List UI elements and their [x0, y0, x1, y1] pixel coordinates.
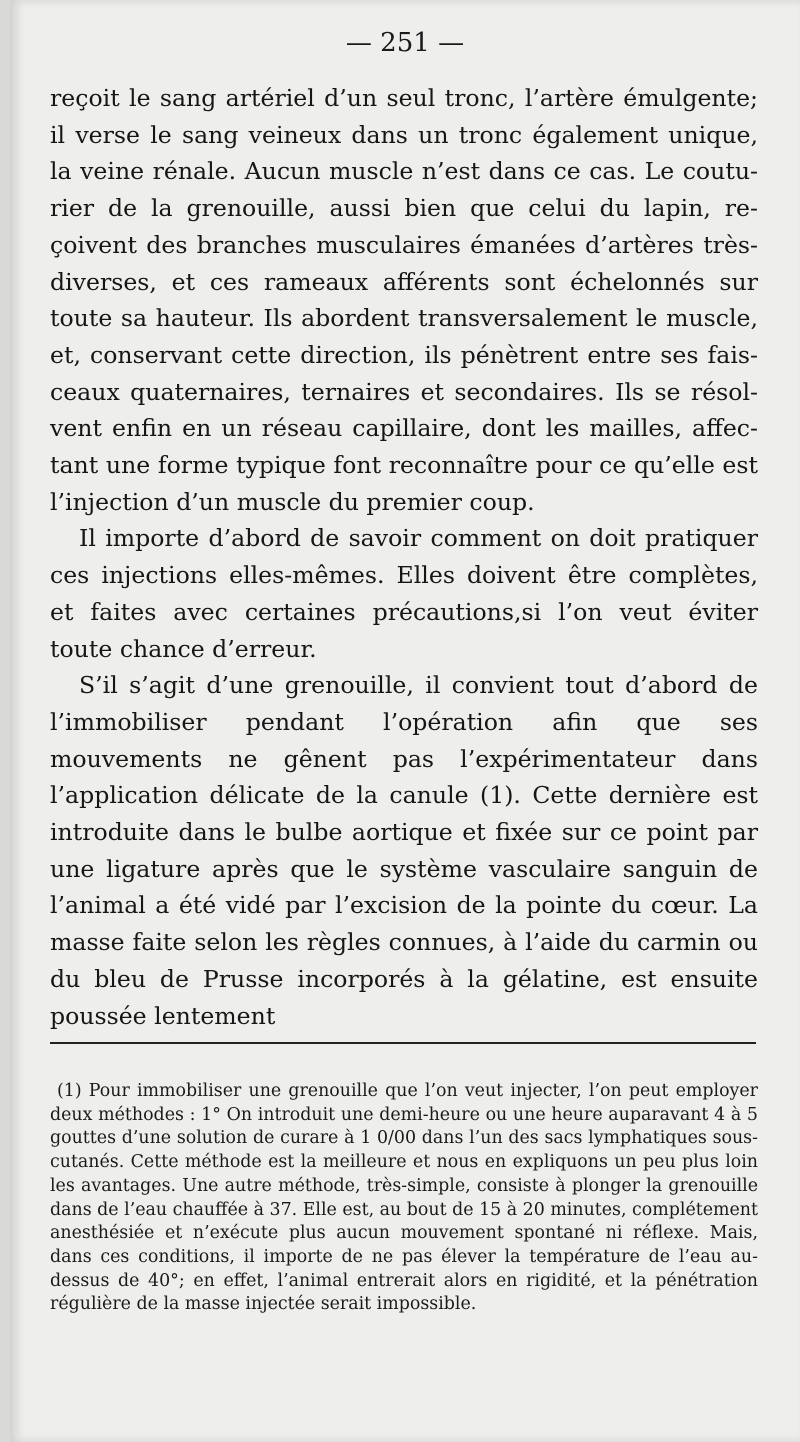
- footnote-divider: [50, 1042, 756, 1044]
- page-number: — 251 —: [345, 28, 465, 58]
- paragraph: reçoit le sang artériel d’un seul tronc, l’artère émulgente; il verse le sang veineux dans un tronc également unique, la veine rénale. Aucun muscle n’est dans ce cas. Le couturier de la grenouille, aussi bien que celui du lapin, reçoivent des branches musculaires émanées d’artères très-diverses, et ces rameaux afférents sont échelonnés sur toute sa hauteur. Ils abordent transversalement le muscle, et, conservant cette direction, ils pénètrent entre ses faisceaux quaternaires, ternaires et secondaires. Ils se résolvent enfin en un réseau capillaire, dont les mailles, affectant une forme typique font reconnaître pour ce qu’elle est l’injection d’un muscle du premier coup.: [50, 84, 758, 516]
- paragraph: S’il s’agit d’une grenouille, il convient tout d’abord de l’immobiliser pendant l’opération afin que ses mouvements ne gênent pas l’expérimentateur dans l’application délicate de la canule (1). Cette dernière est introduite dans le bulbe aortique et fixée sur ce point par une ligature après que le système vasculaire sanguin de l’animal a été vidé par l’excision de la pointe du cœur. La masse faite selon les règles connues, à l’aide du carmin ou du bleu de Prusse incorporés à la gélatine, est ensuite poussée lentement: [50, 671, 758, 1030]
- paragraph: Il importe d’abord de savoir comment on doit pratiquer ces injections elles-mêmes. Elles doivent être complètes, et faites avec certaines précautions,si l’on veut éviter toute chance d’erreur.: [50, 524, 758, 663]
- main-text: [50, 80, 758, 1034]
- book-page: [10, 0, 800, 1442]
- footnote: (1) Pour immobiliser une grenouille que l’on veut injecter, l’on peut employer deux méthodes : 1° On introduit une demi-heure ou une heure auparavant 4 à 5 gouttes d’une solution de curare à 1 0/00 dans l’un des sacs lymphatiques sous-cutanés. Cette méthode est la meilleure et nous en expliquons un peu plus loin les avantages. Une autre méthode, très-simple, consiste à plonger la grenouille dans de l’eau chauffée à 37. Elle est, au bout de 15 à 20 minutes, complétement anesthésiée et n’exécute plus aucun mouvement spontané ni réflexe. Mais, dans ces conditions, il importe de ne pas élever la température de l’eau au-dessus de 40°; en effet, l’animal entrerait alors en rigidité, et la pénétration régulière de la masse injectée serait impossible.: [50, 1081, 758, 1315]
